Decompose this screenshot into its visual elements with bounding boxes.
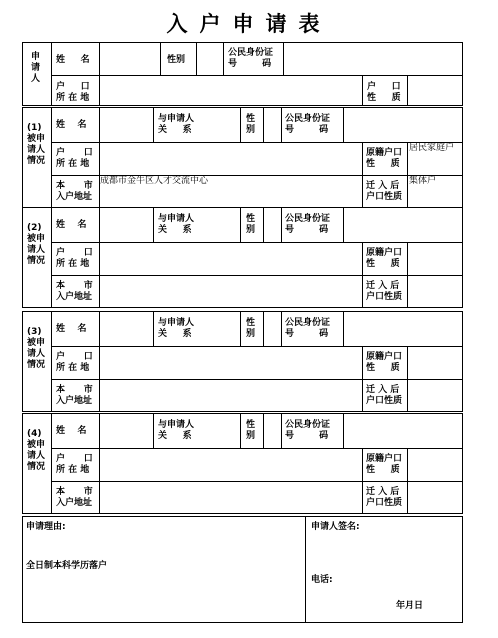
- person-2-after-nature-field[interactable]: [407, 275, 463, 308]
- applicant-id-field[interactable]: [283, 42, 463, 76]
- person-4-gender-field[interactable]: [263, 413, 282, 449]
- person-4-after-nature-label: 迁 入 后 户口性质: [366, 487, 403, 508]
- person-2-local-address-label: 本 市 入户地址: [56, 281, 93, 302]
- person-3-gender-field[interactable]: [263, 311, 282, 347]
- person-4-gender-label: 性 别: [246, 420, 256, 441]
- person-1-gender-label: 性 别: [246, 114, 256, 135]
- person-3-residence-field[interactable]: [99, 346, 363, 380]
- person-1-id-field[interactable]: [343, 107, 463, 143]
- person-3-orig-nature-field[interactable]: [407, 346, 463, 380]
- person-1-orig-nature-value: 居民家庭户: [409, 143, 455, 153]
- person-1-after-nature-label: 迁 入 后 户口性质: [366, 181, 403, 202]
- applicant-residence-label: 户 口 所 在 地: [56, 82, 90, 103]
- reason-label: 申请理由:: [26, 522, 66, 532]
- person-1-residence-label: 户 口 所 在 地: [56, 148, 93, 169]
- applicant-section-label: 申 请 人: [31, 52, 41, 84]
- person-2-gender-field[interactable]: [263, 207, 282, 243]
- person-4-orig-nature-label: 原籍户口 性 质: [366, 454, 403, 475]
- person-4-relation-label: 与申请人 关 系: [158, 420, 195, 441]
- person-1-gender-field[interactable]: [263, 107, 282, 143]
- person-3-residence-label: 户 口 所 在 地: [56, 352, 93, 373]
- person-2-relation-label: 与申请人 关 系: [158, 214, 195, 235]
- person-2-gender-label: 性 别: [246, 214, 256, 235]
- person-2-id-field[interactable]: [343, 207, 463, 243]
- person-2-residence-field[interactable]: [99, 242, 363, 276]
- form-title: 入户申请表: [166, 12, 332, 36]
- person-3-id-field[interactable]: [343, 311, 463, 347]
- applicant-gender-label: 性别: [167, 55, 186, 65]
- person-2-id-label: 公民身份证 号 码: [285, 214, 331, 235]
- person-2-local-address-field[interactable]: [99, 275, 363, 308]
- date-label: 年月日: [396, 601, 424, 611]
- applicant-id-label: 公民身份证 号 码: [228, 48, 274, 69]
- person-3-local-address-label: 本 市 入户地址: [56, 385, 93, 406]
- person-3-gender-label: 性 别: [246, 318, 256, 339]
- person-4-local-address-label: 本 市 入户地址: [56, 487, 93, 508]
- person-3-after-nature-field[interactable]: [407, 379, 463, 412]
- person-1-local-address-label: 本 市 入户地址: [56, 181, 93, 202]
- person-2-name-field[interactable]: [99, 207, 154, 243]
- applicant-nature-field[interactable]: [407, 75, 463, 106]
- phone-label: 电话:: [311, 575, 333, 585]
- applicant-name-field[interactable]: [99, 42, 161, 76]
- signature-label: 申请人签名:: [311, 522, 360, 532]
- person-4-name-field[interactable]: [99, 413, 154, 449]
- person-3-name-field[interactable]: [99, 311, 154, 347]
- person-2-section-label: (2) 被申 请人 情况: [27, 223, 46, 266]
- person-2-orig-nature-label: 原籍户口 性 质: [366, 248, 403, 269]
- person-4-local-address-field[interactable]: [99, 481, 363, 514]
- person-4-id-field[interactable]: [343, 413, 463, 449]
- applicant-nature-label: 户 口 性 质: [367, 82, 401, 103]
- person-1-section-label: (1) 被申 请人 情况: [27, 123, 46, 166]
- person-2-after-nature-label: 迁 入 后 户口性质: [366, 281, 403, 302]
- person-4-section-label: (4) 被申 请人 情况: [27, 429, 46, 472]
- person-1-orig-nature-label: 原籍户口 性 质: [366, 148, 403, 169]
- applicant-name-label: 姓 名: [56, 55, 90, 65]
- person-1-name-field[interactable]: [99, 107, 154, 143]
- person-4-id-label: 公民身份证 号 码: [285, 420, 331, 441]
- person-3-after-nature-label: 迁 入 后 户口性质: [366, 385, 403, 406]
- person-4-orig-nature-field[interactable]: [407, 448, 463, 482]
- person-3-section-label: (3) 被申 请人 情况: [27, 327, 46, 370]
- person-1-residence-field[interactable]: [99, 142, 363, 176]
- person-3-id-label: 公民身份证 号 码: [285, 318, 331, 339]
- person-4-name-label: 姓 名: [56, 426, 87, 436]
- person-3-local-address-field[interactable]: [99, 379, 363, 412]
- person-1-local-address-value: 成都市金牛区人才交流中心: [100, 176, 209, 186]
- person-2-residence-label: 户 口 所 在 地: [56, 248, 93, 269]
- reason-value: 全日制本科学历落户: [26, 561, 108, 571]
- person-1-name-label: 姓 名: [56, 120, 87, 130]
- person-4-residence-field[interactable]: [99, 448, 363, 482]
- person-1-id-label: 公民身份证 号 码: [285, 114, 331, 135]
- person-1-after-nature-value: 集体户: [409, 176, 437, 186]
- person-3-relation-label: 与申请人 关 系: [158, 318, 195, 339]
- applicant-gender-field[interactable]: [196, 42, 224, 76]
- person-2-orig-nature-field[interactable]: [407, 242, 463, 276]
- person-4-residence-label: 户 口 所 在 地: [56, 454, 93, 475]
- person-1-relation-label: 与申请人 关 系: [158, 114, 195, 135]
- person-3-name-label: 姓 名: [56, 324, 87, 334]
- person-3-orig-nature-label: 原籍户口 性 质: [366, 352, 403, 373]
- applicant-residence-field[interactable]: [99, 75, 363, 106]
- person-4-after-nature-field[interactable]: [407, 481, 463, 514]
- person-2-name-label: 姓 名: [56, 220, 87, 230]
